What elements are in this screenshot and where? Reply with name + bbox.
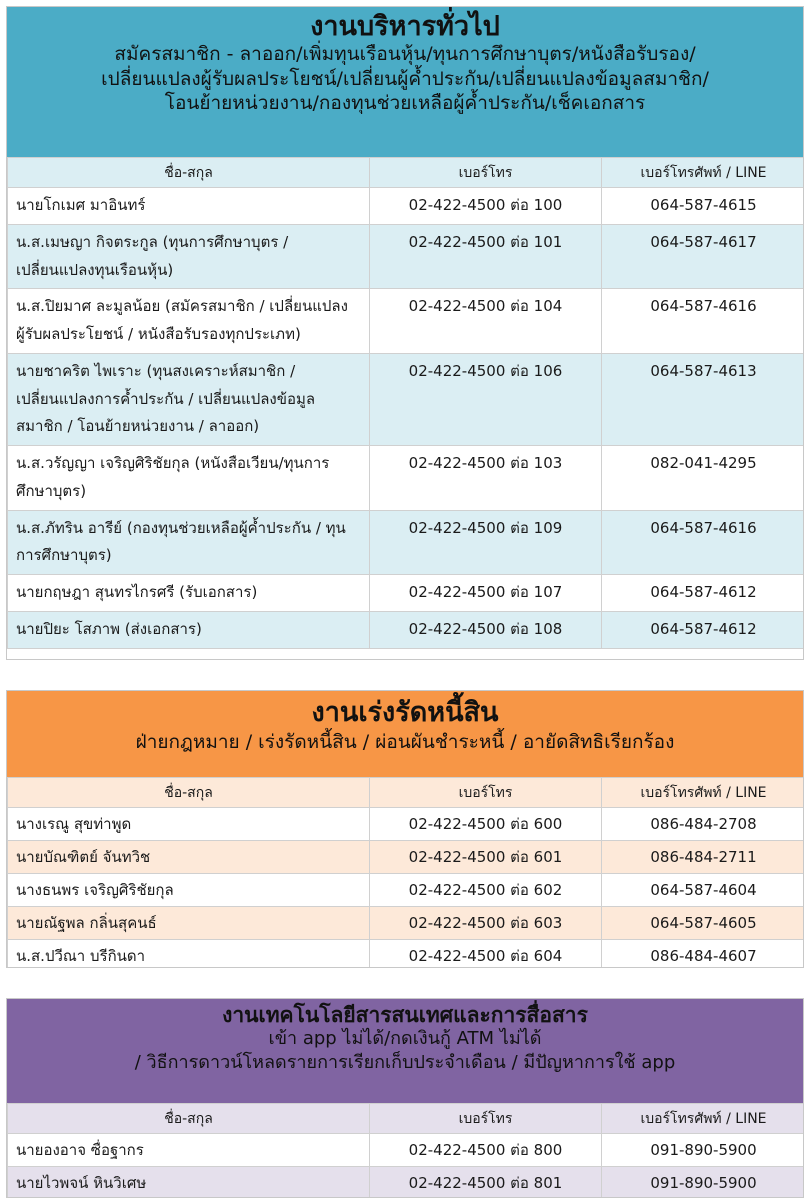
contact-office-phone: 02-422-4500 ต่อ 800 (370, 1134, 602, 1167)
contact-mobile-line: 064-587-4617 (602, 224, 805, 289)
contact-mobile-line: 086-484-4607 (602, 940, 805, 969)
contact-mobile-line: 064-587-4612 (602, 575, 805, 612)
contact-name: นายชาคริต ไพเราะ (ทุนสงเคราะห์สมาชิก / เปลี่ยนแปลงการค้ำประกัน / เปลี่ยนแปลงข้อมูลสมาชิก / โอนย้ายหน่วยงาน / ลาออก) (8, 353, 370, 445)
column-header-phone: เบอร์โทร (370, 158, 602, 188)
section-subtitle-line: เปลี่ยนแปลงผู้รับผลประโยชน์/เปลี่ยนผู้ค้ำประกัน/เปลี่ยนแปลงข้อมูลสมาชิก/ (101, 67, 709, 90)
section-title: งานบริหารทั่วไป (310, 11, 500, 42)
contact-mobile-line: 086-484-2711 (602, 841, 805, 874)
contact-office-phone: 02-422-4500 ต่อ 601 (370, 841, 602, 874)
contact-office-phone: 02-422-4500 ต่อ 603 (370, 907, 602, 940)
table-header-row (8, 158, 805, 188)
contact-office-phone: 02-422-4500 ต่อ 801 (370, 1167, 602, 1199)
contact-office-phone: 02-422-4500 ต่อ 108 (370, 611, 602, 648)
contact-name: นางธนพร เจริญศิริชัยกุล (8, 874, 370, 907)
contact-name: น.ส.วรัญญา เจริญศิริชัยกุล (หนังสือเวียน/ทุนการศึกษาบุตร) (8, 446, 370, 511)
section-title: งานเร่งรัดหนี้สิน (311, 697, 499, 728)
section-banner (7, 999, 803, 1103)
contact-mobile-line: 086-484-2708 (602, 808, 805, 841)
table-row (8, 188, 805, 225)
contact-mobile-line: 091-890-5900 (602, 1134, 805, 1167)
column-header-phone: เบอร์โทร (370, 1104, 602, 1134)
contact-office-phone: 02-422-4500 ต่อ 106 (370, 353, 602, 445)
contact-office-phone: 02-422-4500 ต่อ 109 (370, 510, 602, 575)
contact-mobile-line: 064-587-4604 (602, 874, 805, 907)
section-debt-collection (6, 690, 804, 968)
table-row (8, 940, 805, 969)
contact-table (7, 1103, 804, 1198)
contact-name: นายณัฐพล กลิ่นสุคนธ์ (8, 907, 370, 940)
contact-name: นายกฤษฎา สุนทรไกรศรี (รับเอกสาร) (8, 575, 370, 612)
contact-name: น.ส.ปิยมาศ ละมูลน้อย (สมัครสมาชิก / เปลี่ยนแปลงผู้รับผลประโยชน์ / หนังสือรับรองทุกประเภท) (8, 289, 370, 354)
contact-mobile-line: 064-587-4612 (602, 611, 805, 648)
contact-mobile-line: 082-041-4295 (602, 446, 805, 511)
contact-name: นางเรณู สุขท่าพูด (8, 808, 370, 841)
table-row (8, 224, 805, 289)
contact-table (7, 157, 804, 649)
column-header-mobile-line: เบอร์โทรศัพท์ / LINE (602, 778, 805, 808)
table-row (8, 446, 805, 511)
contact-name: น.ส.ภัทริน อารีย์ (กองทุนช่วยเหลือผู้ค้ำประกัน / ทุนการศึกษาบุตร) (8, 510, 370, 575)
section-title: งานเทคโนโลยีสารสนเทศและการสื่อสาร (222, 1003, 588, 1027)
column-header-mobile-line: เบอร์โทรศัพท์ / LINE (602, 1104, 805, 1134)
contact-office-phone: 02-422-4500 ต่อ 100 (370, 188, 602, 225)
contact-office-phone: 02-422-4500 ต่อ 107 (370, 575, 602, 612)
contact-name: น.ส.ปวีณา บรีกินดา (8, 940, 370, 969)
contact-name: นายบัณฑิตย์ จันทวิช (8, 841, 370, 874)
column-header-phone: เบอร์โทร (370, 778, 602, 808)
table-row (8, 1167, 805, 1199)
table-row (8, 289, 805, 354)
section-banner (7, 691, 803, 777)
section-subtitle-line: โอนย้ายหน่วยงาน/กองทุนช่วยเหลือผู้ค้ำประกัน/เช็คเอกสาร (164, 92, 646, 115)
table-row (8, 611, 805, 648)
contact-name: นายองอาจ ซื่อฐากร (8, 1134, 370, 1167)
contact-mobile-line: 064-587-4613 (602, 353, 805, 445)
section-subtitle-line: เข้า app ไม่ได้/กดเงินกู้ ATM ไม่ได้ (268, 1028, 542, 1050)
table-row (8, 575, 805, 612)
table-row (8, 353, 805, 445)
contact-name: น.ส.เมษญา กิจตระกูล (ทุนการศึกษาบุตร / เปลี่ยนแปลงทุนเรือนหุ้น) (8, 224, 370, 289)
contact-mobile-line: 091-890-5900 (602, 1167, 805, 1199)
contact-mobile-line: 064-587-4605 (602, 907, 805, 940)
table-header-row (8, 1104, 805, 1134)
table-row (8, 1134, 805, 1167)
section-banner (7, 7, 803, 157)
contact-mobile-line: 064-587-4616 (602, 289, 805, 354)
table-header-row (8, 778, 805, 808)
section-subtitle-line: / วิธีการดาวน์โหลดรายการเรียกเก็บประจำเดือน / มีปัญหาการใช้ app (134, 1051, 676, 1073)
table-row (8, 874, 805, 907)
contact-office-phone: 02-422-4500 ต่อ 602 (370, 874, 602, 907)
column-header-name: ชื่อ-สกุล (8, 1104, 370, 1134)
column-header-mobile-line: เบอร์โทรศัพท์ / LINE (602, 158, 805, 188)
column-header-name: ชื่อ-สกุล (8, 778, 370, 808)
table-row (8, 841, 805, 874)
section-subtitle-line: สมัครสมาชิก - ลาออก/เพิ่มทุนเรือนหุ้น/ทุนการศึกษาบุตร/หนังสือรับรอง/ (114, 43, 696, 66)
section-subtitle-line: ฝ่ายกฎหมาย / เร่งรัดหนี้สิน / ผ่อนผันชำระหนี้ / อายัดสิทธิเรียกร้อง (135, 731, 675, 754)
contact-office-phone: 02-422-4500 ต่อ 604 (370, 940, 602, 969)
contact-mobile-line: 064-587-4615 (602, 188, 805, 225)
table-row (8, 907, 805, 940)
contact-office-phone: 02-422-4500 ต่อ 600 (370, 808, 602, 841)
section-information-technology (6, 998, 804, 1198)
contact-office-phone: 02-422-4500 ต่อ 103 (370, 446, 602, 511)
section-general-administration (6, 6, 804, 660)
contact-office-phone: 02-422-4500 ต่อ 104 (370, 289, 602, 354)
contact-name: นายไวพจน์ หินวิเศษ (8, 1167, 370, 1199)
contact-office-phone: 02-422-4500 ต่อ 101 (370, 224, 602, 289)
contact-mobile-line: 064-587-4616 (602, 510, 805, 575)
table-row (8, 808, 805, 841)
contact-name: นายโกเมศ มาอินทร์ (8, 188, 370, 225)
table-row (8, 510, 805, 575)
contact-table (7, 777, 804, 968)
contact-name: นายปิยะ โสภาพ (ส่งเอกสาร) (8, 611, 370, 648)
column-header-name: ชื่อ-สกุล (8, 158, 370, 188)
